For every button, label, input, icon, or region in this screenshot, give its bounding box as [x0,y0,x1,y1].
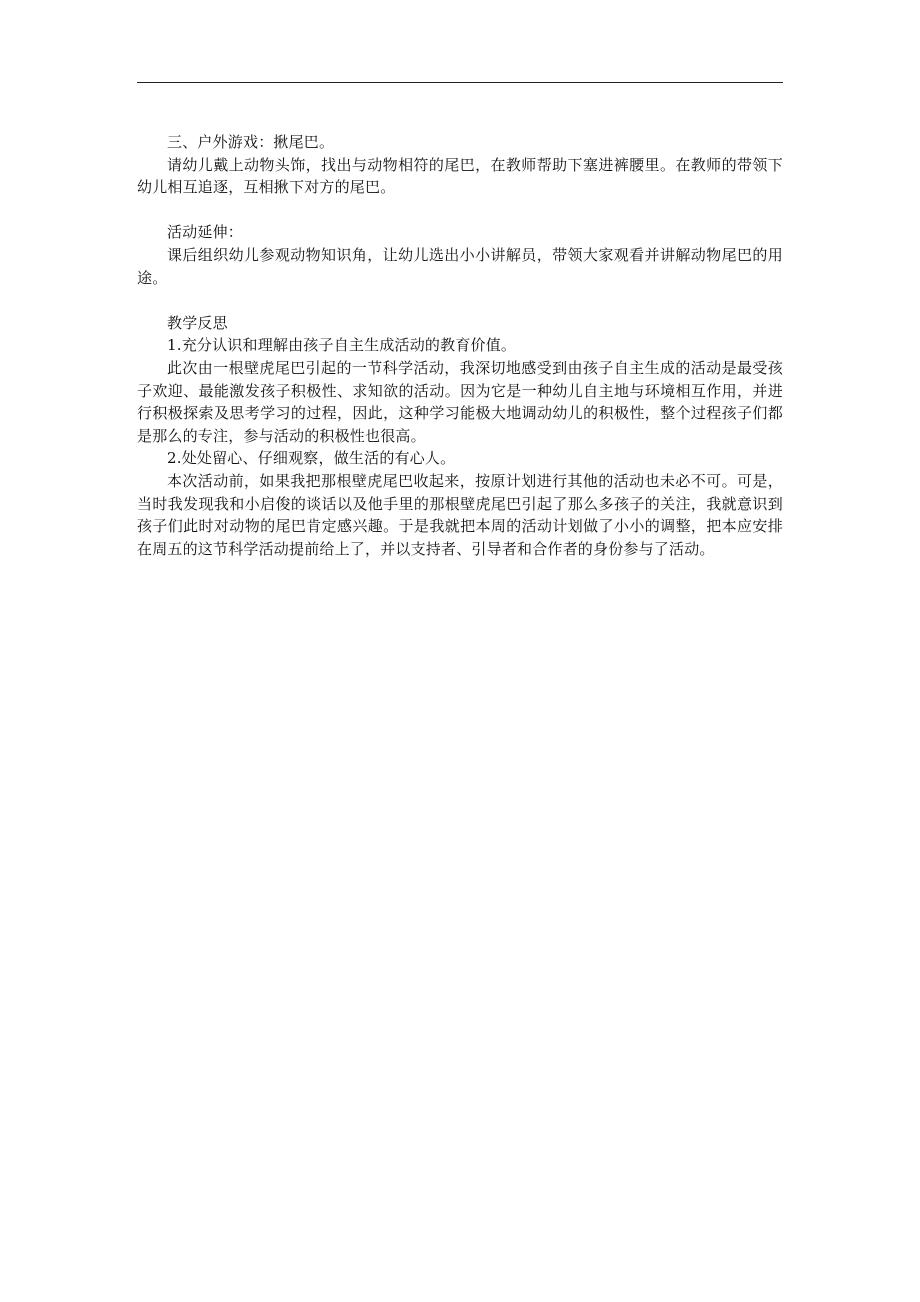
reflection-point-1-heading: 1.充分认识和理解由孩子自主生成活动的教育价值。 [167,336,517,355]
section-heading-activity-extension: 活动延伸： [167,223,244,242]
reflection-point-1-body: 此次由一根壁虎尾巴引起的一节科学活动，我深切地感受到由孩子自主生成的活动是最受孩子欢迎、最能激发孩子积极性、求知欲的活动。因为它是一种幼儿自主地与环境相互作用，并进行积极探索及思考学习的过程，因此，这种学习能极大地调动幼儿的积极性，整个过程孩子们都是那么的专注，参与活动的积极性也很高。 [137,358,783,445]
header-rule [137,82,783,83]
paragraph-game-description: 请幼儿戴上动物头饰，找出与动物相符的尾巴，在教师帮助下塞进裤腰里。在教师的带领下幼儿相互追逐，互相揪下对方的尾巴。 [137,155,783,197]
paragraph-extension-description: 课后组织幼儿参观动物知识角，让幼儿选出小小讲解员，带领大家观看并讲解动物尾巴的用途。 [137,245,783,287]
reflection-point-2-body: 本次活动前，如果我把那根壁虎尾巴收起来，按原计划进行其他的活动也未必不可。可是，当时我发现我和小启俊的谈话以及他手里的那根壁虎尾巴引起了那么多孩子的关注，我就意识到孩子们此时对动物的尾巴肯定感兴趣。于是我就把本周的活动计划做了小小的调整，把本应安排在周五的这节科学活动提前给上了，并以支持者、引导者和合作者的身份参与了活动。 [137,471,783,558]
document-body [137,131,783,560]
section-heading-teaching-reflection: 教学反思 [167,313,228,332]
reflection-point-2-heading: 2.处处留心、仔细观察，做生活的有心人。 [167,449,456,468]
section-heading-outdoor-game: 三、户外游戏：揪尾巴。 [167,133,335,151]
